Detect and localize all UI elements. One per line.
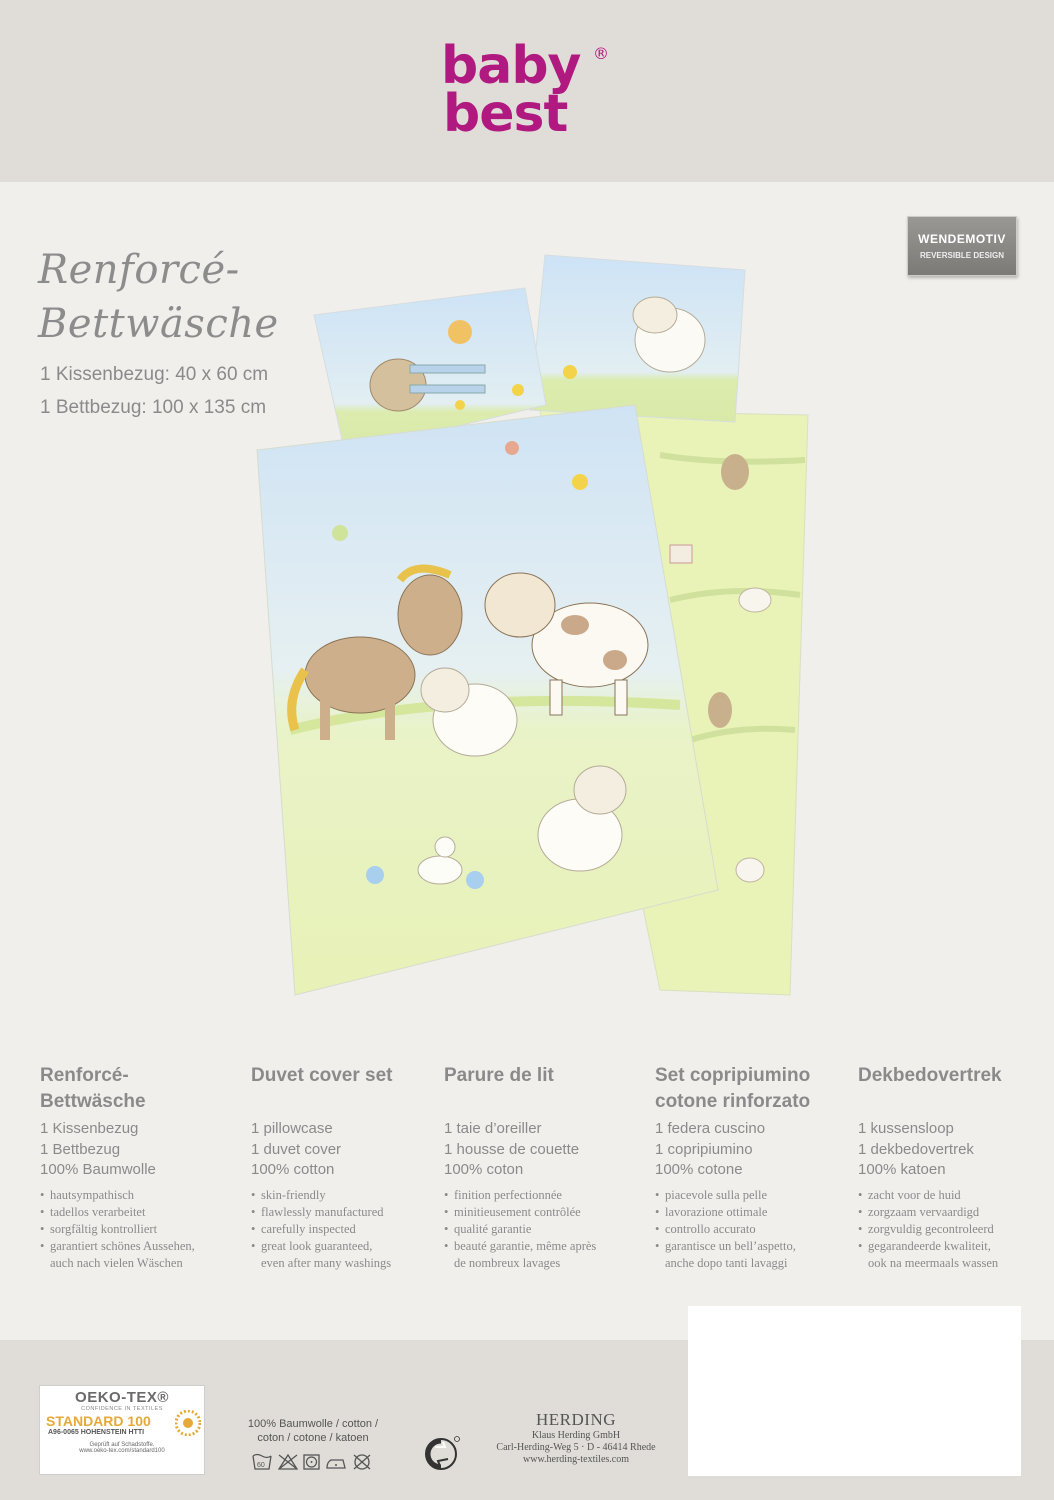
reversible-badge bbox=[907, 216, 1017, 276]
bullet-item: • garantisce un bell’aspetto, bbox=[655, 1238, 855, 1255]
badge-sub: REVERSIBLE DESIGN bbox=[919, 251, 1004, 260]
column-items bbox=[40, 1119, 240, 1181]
pillow-size: 1 Kissenbezug: 40 x 60 cm bbox=[40, 364, 269, 385]
bullet-item: • great look guaranteed, bbox=[251, 1238, 451, 1255]
bullet-continuation: even after many washings bbox=[261, 1256, 392, 1271]
manufacturer-name: HERDING bbox=[536, 1410, 616, 1429]
bullet-continuation: auch nach vielen Wäschen bbox=[50, 1256, 183, 1271]
heading-line-1: Dekbedovertrek bbox=[858, 1065, 1002, 1086]
bullet-item: • zorgvuldig gecontroleerd bbox=[858, 1221, 1054, 1238]
fabric-line-1: 100% Baumwolle / cotton / bbox=[247, 1418, 379, 1430]
oeko-tested: Geprüft auf Schadstoffe. bbox=[89, 1442, 155, 1448]
product-image bbox=[250, 250, 820, 1010]
logo-line-2: best bbox=[443, 84, 568, 144]
column-items bbox=[655, 1119, 855, 1181]
bullet-item: • beauté garantie, même après bbox=[444, 1238, 644, 1255]
column-items bbox=[444, 1119, 644, 1181]
iron-icon bbox=[327, 1460, 345, 1468]
column-heading bbox=[655, 1063, 855, 1119]
duvet-front bbox=[257, 405, 718, 995]
fabric-composition bbox=[238, 1417, 388, 1445]
bullet-item: • gegarandeerde kwaliteit, bbox=[858, 1238, 1054, 1255]
wash-60-icon bbox=[253, 1455, 271, 1470]
heading-line-1: Parure de lit bbox=[444, 1065, 554, 1086]
badge-main: WENDEMOTIV bbox=[918, 232, 1006, 246]
item: 1 housse de couette bbox=[444, 1140, 580, 1158]
logo-line-1: baby bbox=[441, 36, 581, 96]
item: 1 Kissenbezug bbox=[40, 1120, 139, 1137]
item: 1 dekbedovertrek bbox=[858, 1140, 974, 1158]
registered-mark: ® bbox=[593, 44, 609, 63]
bullet-item: • lavorazione ottimale bbox=[655, 1204, 855, 1221]
bullet-item: • sorgfältig kontrolliert bbox=[40, 1221, 240, 1238]
manufacturer-info bbox=[492, 1410, 660, 1466]
oeko-url: www.oeko-tex.com/standard100 bbox=[79, 1448, 165, 1454]
product-title-line-2: Bettwäsche bbox=[38, 301, 279, 347]
item: 100% katoen bbox=[858, 1161, 946, 1178]
item: 1 kussensloop bbox=[858, 1120, 954, 1137]
heading-line-1: Renforcé- bbox=[40, 1065, 129, 1086]
bullet-item: • minitieusement contrôlée bbox=[444, 1204, 644, 1221]
bullet-continuation: ook na meermaals wassen bbox=[868, 1256, 999, 1271]
bullet-item: • skin-friendly bbox=[251, 1187, 451, 1204]
bullet-item: • carefully inspected bbox=[251, 1221, 451, 1238]
pillow-reverse bbox=[530, 255, 745, 422]
bullet-continuation: de nombreux lavages bbox=[454, 1256, 561, 1271]
tumble-dry-icon bbox=[304, 1455, 319, 1469]
column-bullets bbox=[858, 1187, 1054, 1273]
bullet-item: • zacht voor de huid bbox=[858, 1187, 1054, 1204]
item: 100% cotton bbox=[251, 1161, 335, 1178]
manufacturer-company: Klaus Herding GmbH bbox=[531, 1430, 621, 1441]
item: 1 copripiumino bbox=[655, 1140, 753, 1158]
column-heading bbox=[444, 1063, 644, 1119]
column-items bbox=[858, 1119, 1054, 1181]
no-dryclean-icon bbox=[354, 1455, 370, 1469]
column-bullets bbox=[251, 1187, 451, 1273]
bullet-continuation: anche dopo tanti lavaggi bbox=[665, 1256, 788, 1271]
item: 100% cotone bbox=[655, 1161, 743, 1178]
column-items bbox=[251, 1119, 451, 1181]
column-fr bbox=[444, 1063, 644, 1273]
product-title-line-1: Renforcé- bbox=[38, 247, 240, 293]
item: 100% coton bbox=[444, 1161, 524, 1178]
babybest-logo bbox=[441, 36, 621, 150]
column-bullets bbox=[444, 1187, 644, 1273]
oeko-name: OEKO-TEX® bbox=[75, 1389, 169, 1406]
green-dot-recycle-icon bbox=[424, 1435, 460, 1471]
item: 1 taie d’oreiller bbox=[444, 1120, 542, 1137]
item: 1 federa cuscino bbox=[655, 1120, 766, 1137]
duvet-size: 1 Bettbezug: 100 x 135 cm bbox=[40, 397, 267, 418]
heading-line-2: cotone rinforzato bbox=[655, 1091, 811, 1112]
column-bullets bbox=[655, 1187, 855, 1273]
oeko-tagline: CONFIDENCE IN TEXTILES bbox=[81, 1406, 163, 1412]
item: 1 duvet cover bbox=[251, 1140, 342, 1158]
manufacturer-address: Carl-Herding-Weg 5 · D - 46414 Rhede bbox=[496, 1442, 656, 1453]
bullet-item: • hautsympathisch bbox=[40, 1187, 240, 1204]
heading-line-1: Set copripiumino bbox=[655, 1065, 811, 1086]
item: 1 Bettbezug bbox=[40, 1140, 121, 1158]
oeko-tex-label bbox=[39, 1385, 205, 1475]
oeko-standard: STANDARD 100 bbox=[46, 1413, 151, 1429]
heading-line-2: Bettwäsche bbox=[40, 1091, 146, 1112]
item: 100% Baumwolle bbox=[40, 1161, 156, 1178]
oeko-flower-icon bbox=[175, 1410, 201, 1436]
bullet-item: • garantiert schönes Aussehen, bbox=[40, 1238, 240, 1255]
bullet-item: • flawlessly manufactured bbox=[251, 1204, 451, 1221]
column-de bbox=[40, 1063, 240, 1273]
fabric-line-2: coton / cotone / katoen bbox=[257, 1432, 369, 1444]
item: 1 pillowcase bbox=[251, 1120, 333, 1137]
bullet-item: • qualité garantie bbox=[444, 1221, 644, 1238]
oeko-cert: A96-0065 HOHENSTEIN HTTI bbox=[48, 1429, 145, 1436]
wash-temperature: 60 bbox=[257, 1462, 265, 1469]
bullet-item: • tadellos verarbeitet bbox=[40, 1204, 240, 1221]
bullet-item: • zorgzaam vervaardigd bbox=[858, 1204, 1054, 1221]
column-it bbox=[655, 1063, 855, 1273]
column-bullets bbox=[40, 1187, 240, 1273]
bullet-item: • controllo accurato bbox=[655, 1221, 855, 1238]
bullet-item: • piacevole sulla pelle bbox=[655, 1187, 855, 1204]
care-symbols bbox=[251, 1452, 376, 1472]
column-heading bbox=[251, 1063, 451, 1119]
no-bleach-icon bbox=[279, 1455, 297, 1469]
heading-line-1: Duvet cover set bbox=[251, 1065, 393, 1086]
column-heading bbox=[858, 1063, 1054, 1119]
bullet-item: • finition perfectionnée bbox=[444, 1187, 644, 1204]
manufacturer-url: www.herding-textiles.com bbox=[523, 1454, 629, 1465]
column-nl bbox=[858, 1063, 1054, 1273]
column-en bbox=[251, 1063, 451, 1273]
label-area bbox=[688, 1306, 1021, 1476]
column-heading bbox=[40, 1063, 240, 1119]
